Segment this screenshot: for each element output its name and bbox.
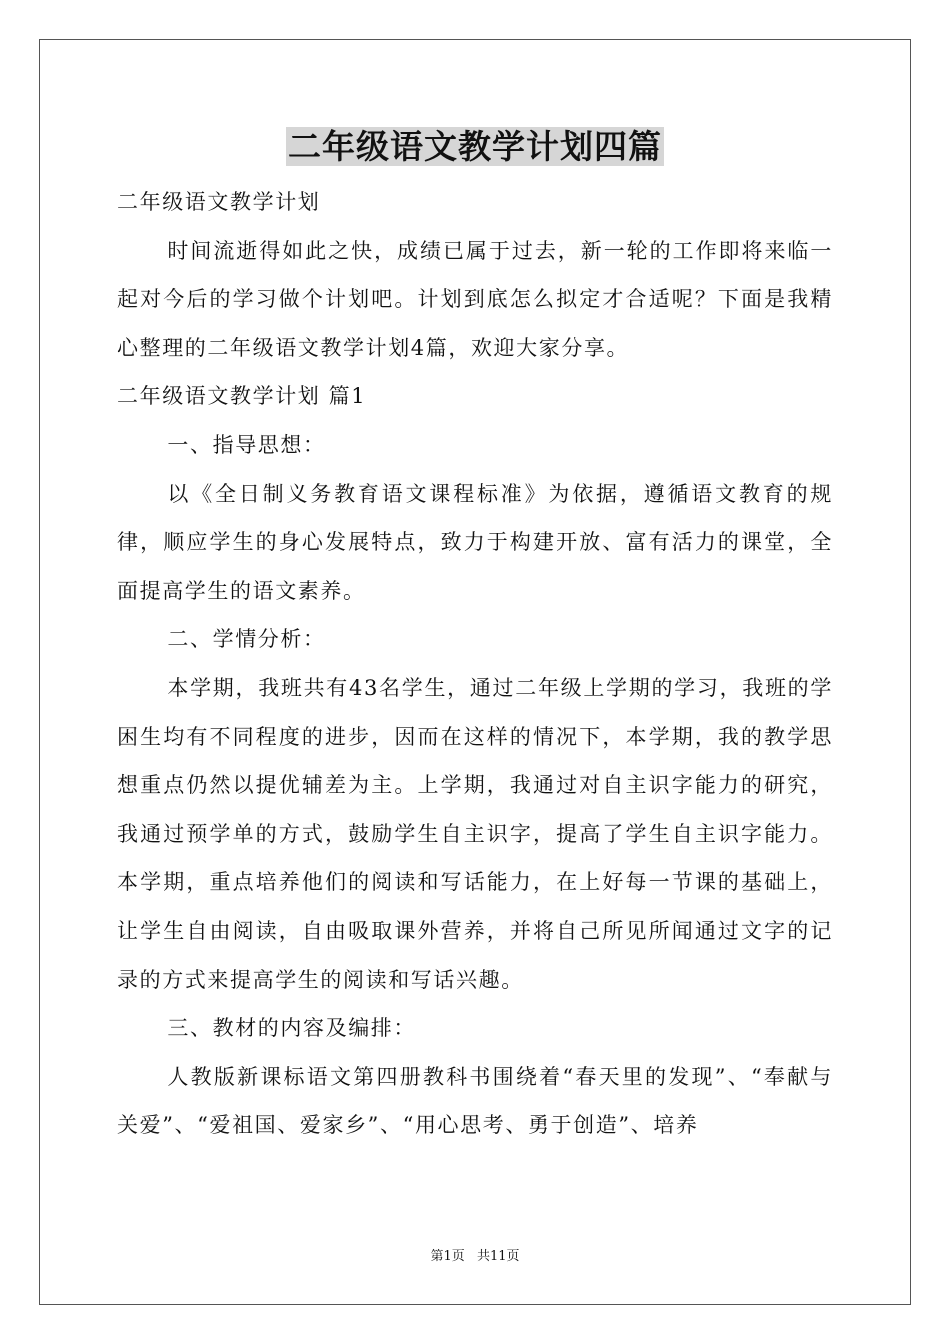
paragraph: 三、教材的内容及编排： [167,1016,416,1041]
paragraph: 二年级语文教学计划 [117,190,321,214]
document-title-text: 二年级语文教学计划四篇 [288,127,662,166]
paragraph: 以《全日制义务教育语文课程标准》为依据，遵循语文教育的规律，顺应学生的身心发展特点，致力于构建开放、富有活力的课堂，全面提高学生的语文素养。 [117,481,833,603]
paragraph: 人教版新课标语文第四册教科书围绕着“春天里的发现”、“奉献与关爱”、“爱祖国、爱家乡”、“用心思考、勇于创造”、培养 [117,1064,833,1138]
paragraph: 二年级语文教学计划 篇1 [117,384,367,409]
page-number: 第1页 [430,1249,465,1264]
page-footer [0,1248,950,1266]
paragraph: 时间流逝得如此之快，成绩已属于过去，新一轮的工作即将来临一起对今后的学习做个计划吧。计划到底怎么拟定才合适呢？下面是我精心整理的二年级语文教学计划4篇，欢迎大家分享。 [117,238,833,360]
page-total: 共11页 [476,1249,520,1264]
document-title [0,125,950,169]
document-body [117,178,833,1150]
paragraph: 二、学情分析： [167,627,326,652]
paragraph: 一、指导思想： [167,432,326,457]
paragraph: 本学期，我班共有43名学生，通过二年级上学期的学习，我班的学困生均有不同程度的进步，因而在这样的情况下，本学期，我的教学思想重点仍然以提优辅差为主。上学期，我通过对自主识字能力的研究，我通过预学单的方式，鼓励学生自主识字，提高了学生自主识字能力。本学期，重点培养他们的阅读和写话能力，在上好每一节课的基础上，让学生自由阅读，自由吸取课外营养，并将自己所见所闻通过文字的记录的方式来提高学生的阅读和写话兴趣。 [117,675,833,992]
